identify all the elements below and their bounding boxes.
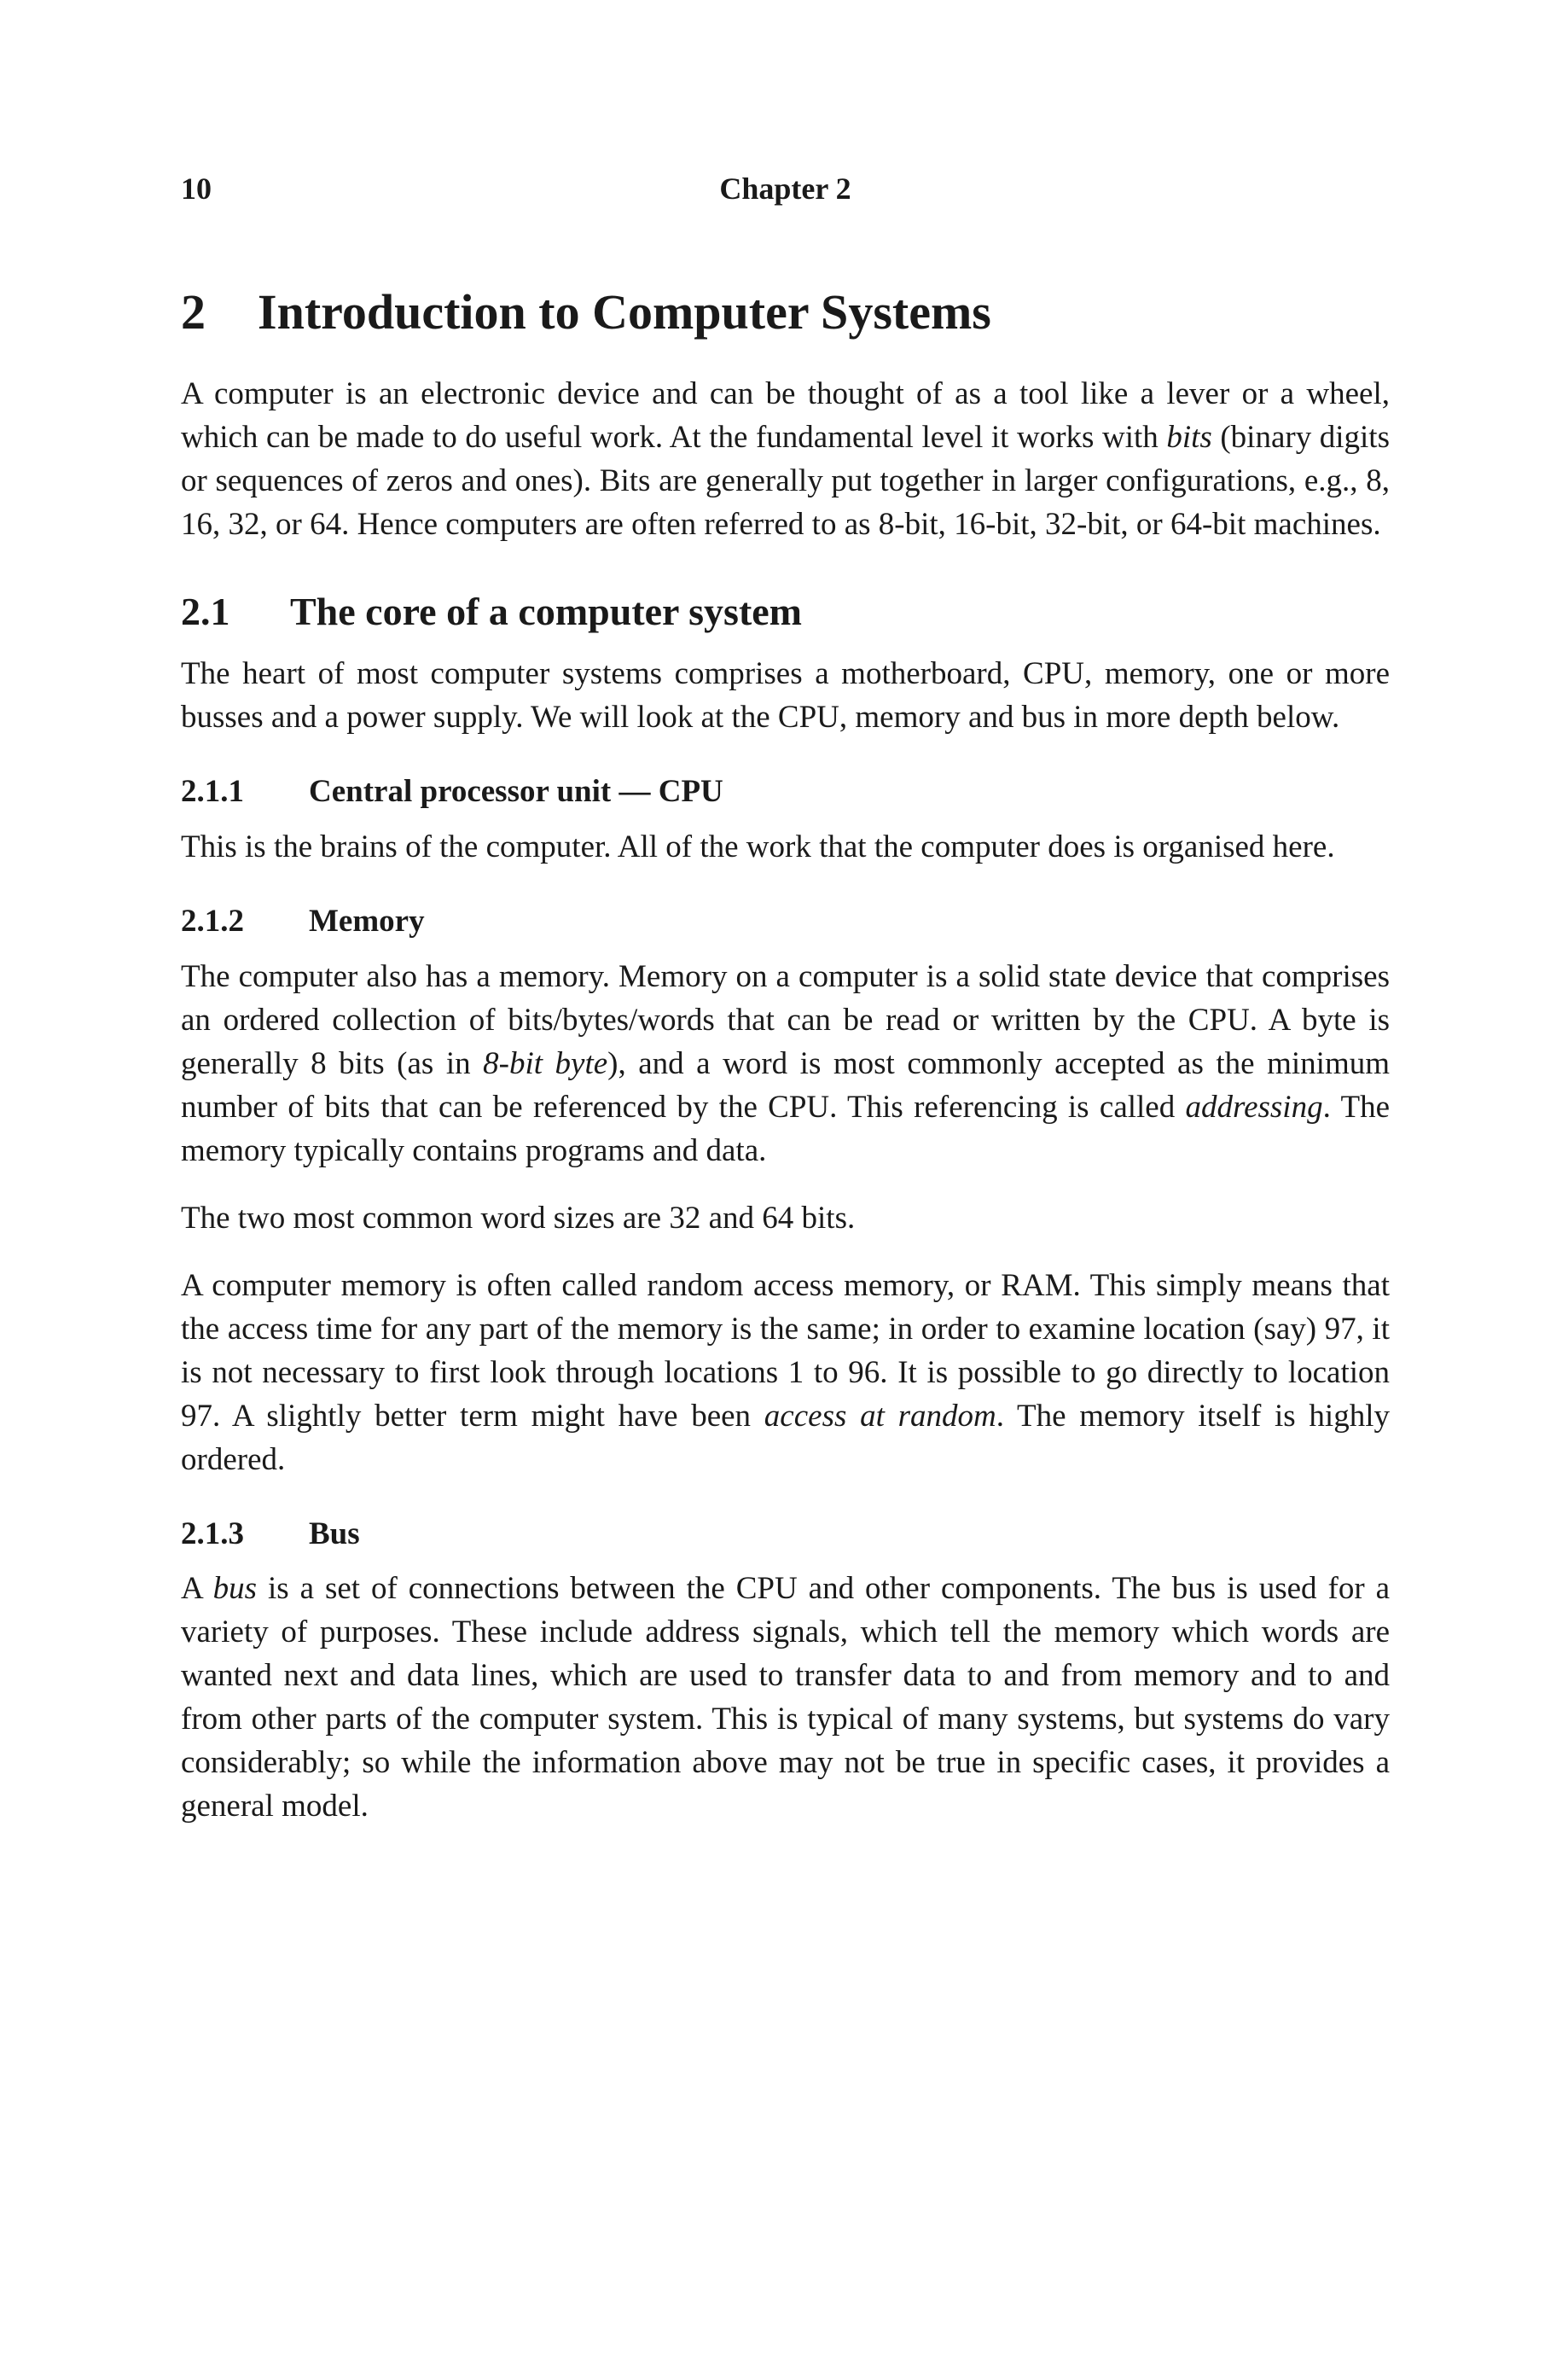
section-2-1-3-heading	[181, 1517, 1390, 1552]
section-2-1-1-heading	[181, 775, 1390, 810]
section-2-1-3-title: Bus	[309, 1516, 360, 1551]
memory-text-2: ), and a word is most commonly accepted as the minimum number of bits that can be referenced by the CPU. This referencing is called	[181, 1045, 1391, 1125]
section-2-1-2-title: Memory	[309, 904, 425, 940]
intro-text-1: A computer is an electronic device and can be thought of as a tool like a lever or a wheel, which can be made to do useful work. At the fundamental level it works with	[181, 375, 1390, 455]
memory-paragraph-3	[181, 1264, 1390, 1481]
bus-paragraph	[181, 1567, 1390, 1828]
section-2-1-2-heading	[181, 905, 1390, 940]
memory-emphasis-8bit-byte: 8-bit byte	[483, 1045, 608, 1081]
ram-text-2: . The memory itself is highly ordered.	[181, 1398, 1390, 1477]
ram-text-1: A computer memory is often called random access memory, or RAM. This simply means that the access time for any part of the memory is the same; in order to examine location (say) 97, it is not necessary to first look through locations 1 to 96. It is possible to go directly to location 97. A slightly better term might have been	[181, 1267, 1390, 1434]
bus-text-1: A	[181, 1571, 213, 1607]
memory-emphasis-addressing: addressing	[1185, 1089, 1323, 1125]
running-head	[181, 171, 1390, 222]
section-2-1-heading	[181, 591, 1390, 634]
bus-emphasis-bus: bus	[212, 1571, 258, 1607]
section-2-1-title: The core of a computer system	[290, 589, 802, 633]
chapter-label: Chapter 2	[719, 172, 851, 206]
bus-text-2: is a set of connections between the CPU and other components. The bus is used for a variety of purposes. These include address signals, which tell the memory which words are wanted next and data lines, which are used to transfer data to and from memory and to and from other parts of the computer system. This is typical of many systems, but systems do vary considerably; so while the information above may not be true in specific cases, it provides a general model.	[181, 1571, 1390, 1824]
memory-text-3: . The memory typically contains programs and data.	[181, 1089, 1390, 1168]
section-2-1-paragraph: The heart of most computer systems comprises a motherboard, CPU, memory, one or more busses and a power supply. We will look at the CPU, memory and bus in more depth below.	[181, 656, 1390, 736]
memory-text-1: The computer also has a memory. Memory on a computer is a solid state device that comprises an ordered collection of bits/bytes/words that can be read or written by the CPU. A byte is generally 8 bits (as in	[181, 958, 1390, 1081]
chapter-number: 2	[181, 284, 206, 340]
chapter-title: Introduction to Computer Systems	[258, 284, 991, 340]
section-2-1-2-number: 2.1.2	[181, 904, 244, 940]
section-2-1-1-paragraph: This is the brains of the computer. All of the work that the computer does is organised here.	[181, 829, 1335, 865]
memory-paragraph-1	[181, 955, 1390, 1172]
ram-emphasis-access-at-random: access at random	[764, 1398, 996, 1434]
section-2-1-3-number: 2.1.3	[181, 1516, 244, 1551]
section-2-1-number: 2.1	[181, 589, 230, 633]
intro-emphasis-bits: bits	[1166, 419, 1212, 455]
page-number: 10	[181, 172, 212, 206]
section-2-1-1-title: Central processor unit — CPU	[309, 774, 723, 810]
book-page	[181, 171, 1390, 1852]
memory-paragraph-2: The two most common word sizes are 32 and 64 bits.	[181, 1200, 856, 1236]
intro-text-2: (binary digits or sequences of zeros and ones). Bits are generally put together in larger configurations, e.g., 8, 16, 32, or 64. Hence computers are often referred to as 8-bit, 16-bit, 32-bit, or 64-bit machines.	[181, 419, 1390, 542]
section-2-1-1-number: 2.1.1	[181, 774, 244, 810]
chapter-heading	[181, 285, 1390, 340]
chapter-intro-paragraph	[181, 372, 1390, 546]
